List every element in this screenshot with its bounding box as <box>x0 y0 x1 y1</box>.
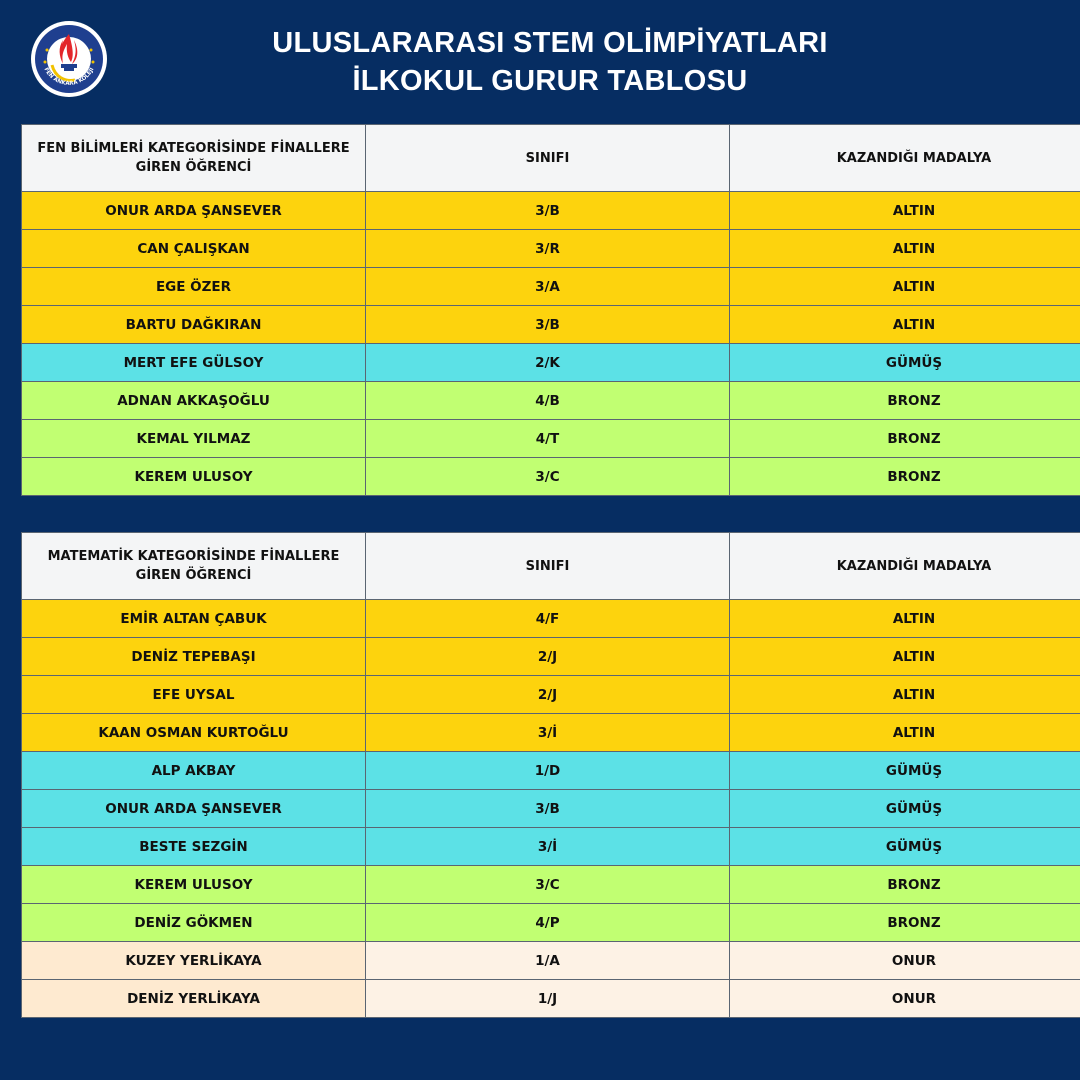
table-row <box>22 942 1080 980</box>
medal: BRONZ <box>730 420 1080 458</box>
student-name: ONUR ARDA ŞANSEVER <box>22 192 366 230</box>
medal: BRONZ <box>730 904 1080 942</box>
medal: ONUR <box>730 980 1080 1018</box>
student-class: 4/T <box>366 420 730 458</box>
student-class: 4/F <box>366 600 730 638</box>
medal: ONUR <box>730 942 1080 980</box>
matematik-table <box>21 532 1080 1018</box>
table-row <box>22 344 1080 382</box>
table-row <box>22 600 1080 638</box>
medal: GÜMÜŞ <box>730 752 1080 790</box>
table-row <box>22 420 1080 458</box>
medal: ALTIN <box>730 306 1080 344</box>
table-row <box>22 828 1080 866</box>
title-line-1: ULUSLARARASI STEM OLİMPİYATLARI <box>272 27 828 59</box>
page-title <box>0 24 1080 100</box>
header-medal: KAZANDIĞI MADALYA <box>730 533 1080 600</box>
header-medal: KAZANDIĞI MADALYA <box>730 125 1080 192</box>
title-line-2: İLKOKUL GURUR TABLOSU <box>352 65 748 97</box>
student-name: BARTU DAĞKIRAN <box>22 306 366 344</box>
student-name: ONUR ARDA ŞANSEVER <box>22 790 366 828</box>
student-class: 3/R <box>366 230 730 268</box>
header-student: MATEMATİK KATEGORİSİNDE FİNALLERE GİREN ÖĞRENCİ <box>22 533 366 600</box>
table-row <box>22 306 1080 344</box>
student-name: KEREM ULUSOY <box>22 866 366 904</box>
table-row <box>22 676 1080 714</box>
table-row <box>22 714 1080 752</box>
table-header-row <box>22 125 1080 192</box>
medal: GÜMÜŞ <box>730 344 1080 382</box>
student-name: ADNAN AKKAŞOĞLU <box>22 382 366 420</box>
svg-text:FEN ANKARA KOLEJİ: FEN ANKARA KOLEJİ <box>42 66 96 87</box>
table-row <box>22 904 1080 942</box>
student-name: KAAN OSMAN KURTOĞLU <box>22 714 366 752</box>
table-row <box>22 638 1080 676</box>
table-row <box>22 866 1080 904</box>
student-class: 3/B <box>366 192 730 230</box>
header-class: SINIFI <box>366 533 730 600</box>
student-name: DENİZ YERLİKAYA <box>22 980 366 1018</box>
table-header-row <box>22 533 1080 600</box>
table-row <box>22 752 1080 790</box>
student-class: 4/B <box>366 382 730 420</box>
table-row <box>22 790 1080 828</box>
medal: ALTIN <box>730 600 1080 638</box>
table-row <box>22 230 1080 268</box>
table-row <box>22 192 1080 230</box>
student-name: KEREM ULUSOY <box>22 458 366 496</box>
table-row <box>22 268 1080 306</box>
student-class: 3/İ <box>366 714 730 752</box>
medal: ALTIN <box>730 230 1080 268</box>
student-name: DENİZ GÖKMEN <box>22 904 366 942</box>
student-name: EFE UYSAL <box>22 676 366 714</box>
student-name: EMİR ALTAN ÇABUK <box>22 600 366 638</box>
medal: GÜMÜŞ <box>730 790 1080 828</box>
student-class: 3/C <box>366 458 730 496</box>
medal: ALTIN <box>730 676 1080 714</box>
student-class: 3/B <box>366 790 730 828</box>
student-name: KUZEY YERLİKAYA <box>22 942 366 980</box>
student-class: 3/İ <box>366 828 730 866</box>
table-row <box>22 980 1080 1018</box>
medal: ALTIN <box>730 268 1080 306</box>
student-name: DENİZ TEPEBAŞI <box>22 638 366 676</box>
header-student: FEN BİLİMLERİ KATEGORİSİNDE FİNALLERE GİREN ÖĞRENCİ <box>22 125 366 192</box>
student-name: BESTE SEZGİN <box>22 828 366 866</box>
student-name: ALP AKBAY <box>22 752 366 790</box>
student-class: 2/J <box>366 638 730 676</box>
student-class: 3/C <box>366 866 730 904</box>
fen-table <box>21 124 1080 496</box>
student-class: 2/K <box>366 344 730 382</box>
student-class: 3/B <box>366 306 730 344</box>
medal: ALTIN <box>730 714 1080 752</box>
student-class: 4/P <box>366 904 730 942</box>
header-class: SINIFI <box>366 125 730 192</box>
medal: ALTIN <box>730 638 1080 676</box>
table-row <box>22 458 1080 496</box>
student-name: MERT EFE GÜLSOY <box>22 344 366 382</box>
student-name: CAN ÇALIŞKAN <box>22 230 366 268</box>
student-class: 2/J <box>366 676 730 714</box>
student-class: 3/A <box>366 268 730 306</box>
medal: ALTIN <box>730 192 1080 230</box>
student-class: 1/D <box>366 752 730 790</box>
student-name: EGE ÖZER <box>22 268 366 306</box>
student-class: 1/A <box>366 942 730 980</box>
medal: BRONZ <box>730 866 1080 904</box>
student-class: 1/J <box>366 980 730 1018</box>
student-name: KEMAL YILMAZ <box>22 420 366 458</box>
medal: GÜMÜŞ <box>730 828 1080 866</box>
medal: BRONZ <box>730 458 1080 496</box>
table-row <box>22 382 1080 420</box>
medal: BRONZ <box>730 382 1080 420</box>
